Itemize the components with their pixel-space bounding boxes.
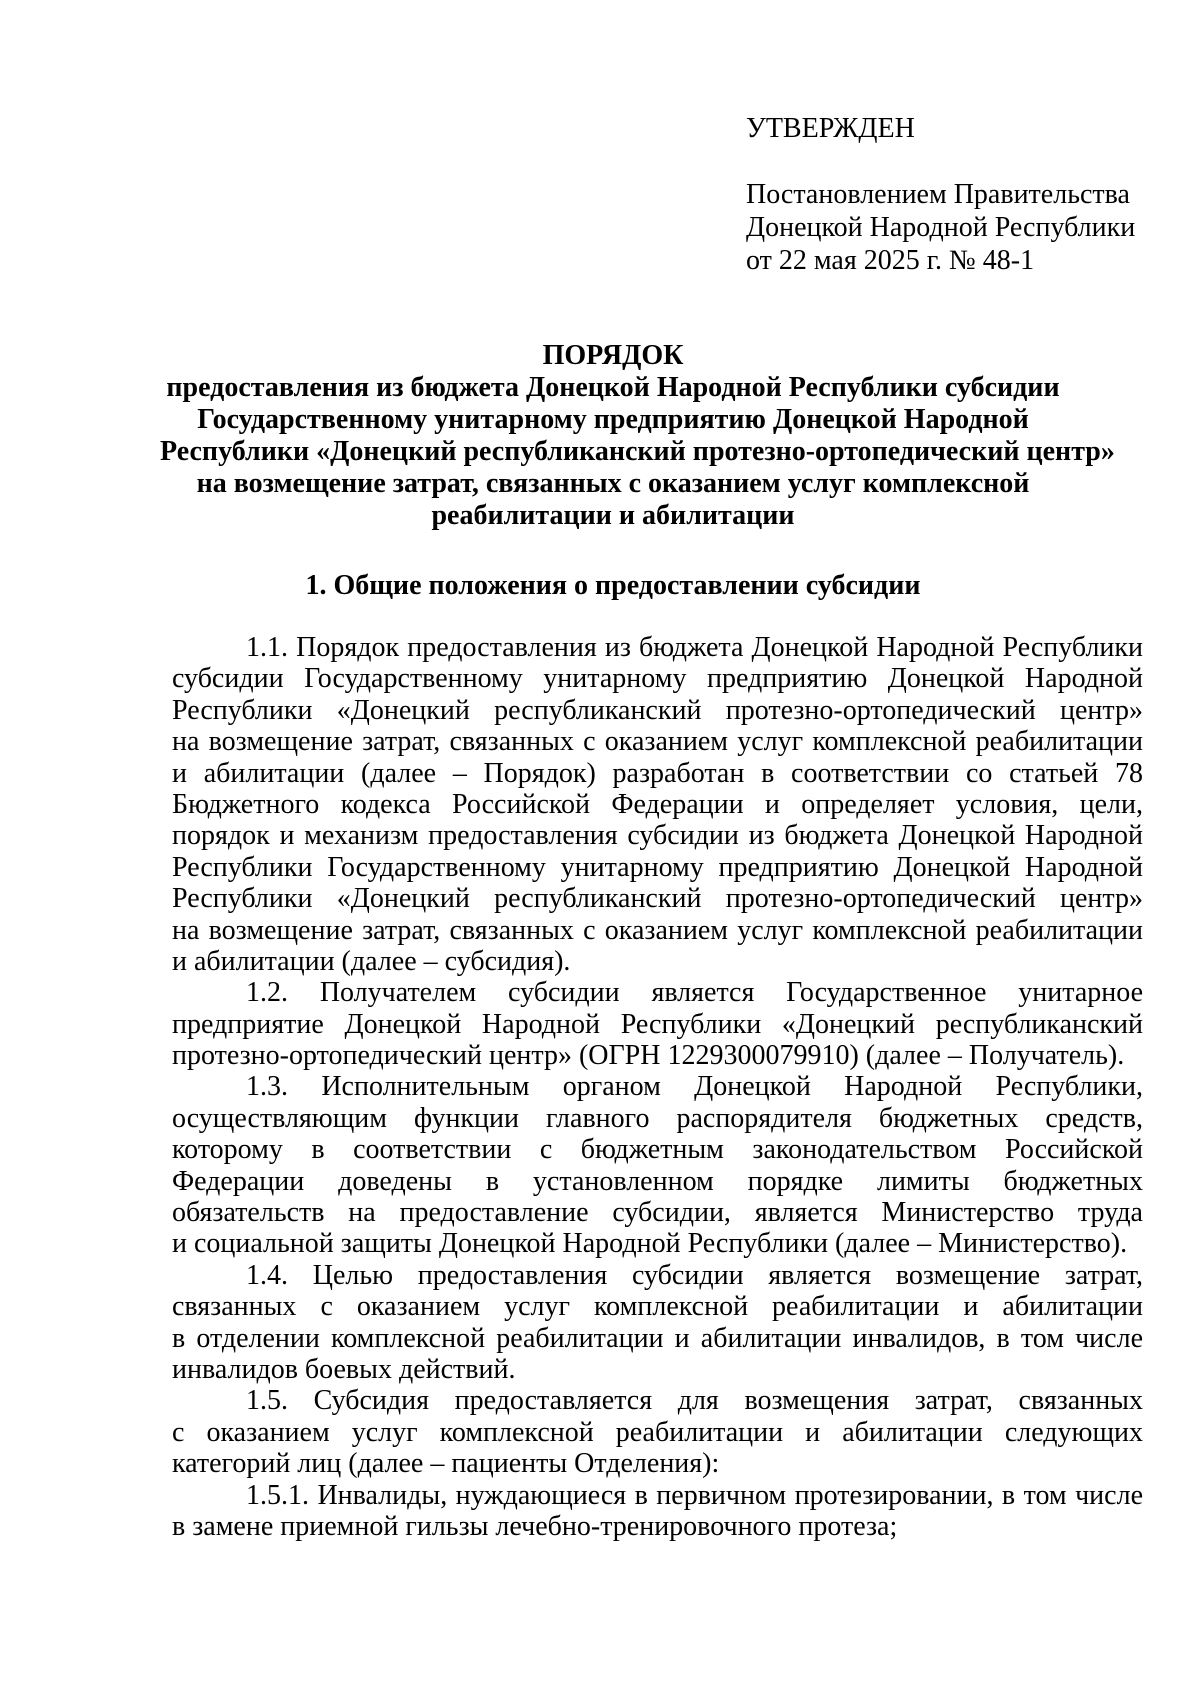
approval-line: от 22 мая 2025 г. № 48-1 xyxy=(746,245,1035,276)
approval-stamp: УТВЕРЖДЕН xyxy=(746,113,915,144)
title-line: Государственному унитарному предприятию Донецкой Народной xyxy=(197,404,1029,435)
text-line: которому в соответствии с бюджетным законодательством Российской xyxy=(172,1134,1143,1166)
document-title xyxy=(160,340,1115,532)
text-line: 1.4. Целью предоставления субсидии является возмещение затрат, xyxy=(246,1259,1143,1291)
text-line: Республики «Донецкий республиканский протезно-ортопедический центр» xyxy=(172,883,1143,915)
title-heading: ПОРЯДОК xyxy=(542,340,684,371)
text-line: 1.2. Получателем субсидии является Государственное унитарное xyxy=(246,977,1143,1009)
text-line: категорий лиц (далее – пациенты Отделения): xyxy=(172,1448,720,1480)
paragraph-1-3 xyxy=(172,1071,1143,1259)
title-line: на возмещение затрат, связанных с оказанием услуг комплексной xyxy=(196,468,1030,499)
text-line: предприятие Донецкой Народной Республики «Донецкий республиканский xyxy=(172,1008,1143,1040)
text-line: Федерации доведены в установленном порядке лимиты бюджетных xyxy=(172,1165,1143,1197)
paragraph-1-4 xyxy=(172,1260,1143,1386)
text-line: протезно-ортопедический центр» (ОГРН 1229300079910) (далее – Получатель). xyxy=(172,1040,1125,1072)
text-line: Республики Государственному унитарному предприятию Донецкой Народной xyxy=(172,851,1143,883)
text-line: обязательств на предоставление субсидии, является Министерство труда xyxy=(172,1197,1143,1229)
text-line: инвалидов боевых действий. xyxy=(172,1353,516,1385)
paragraph-1-5-1 xyxy=(172,1480,1143,1543)
text-line: с оказанием услуг комплексной реабилитации и абилитации следующих xyxy=(172,1416,1143,1448)
text-line: 1.3. Исполнительным органом Донецкой Народной Республики, xyxy=(246,1071,1143,1103)
paragraph-1-1 xyxy=(172,632,1143,977)
text-line: 1.5. Субсидия предоставляется для возмещения затрат, связанных xyxy=(246,1385,1143,1417)
approval-line: Постановлением Правительства xyxy=(746,179,1130,210)
text-line: субсидии Государственному унитарному предприятию Донецкой Народной xyxy=(172,663,1143,695)
paragraph-1-2 xyxy=(172,977,1143,1071)
section-heading: 1. Общие положения о предоставлении субсидии xyxy=(305,570,921,601)
text-line: 1.1. Порядок предоставления из бюджета Донецкой Народной Республики xyxy=(246,632,1143,663)
approval-block xyxy=(746,112,1135,277)
text-line: Бюджетного кодекса Российской Федерации и определяет условия, цели, xyxy=(172,788,1143,820)
text-line: и социальной защиты Донецкой Народной Республики (далее – Министерство). xyxy=(172,1228,1128,1260)
title-line: предоставления из бюджета Донецкой Народной Республики субсидии xyxy=(166,372,1060,403)
document-body xyxy=(172,632,1143,1542)
title-line: Республики «Донецкий республиканский протезно-ортопедический центр» xyxy=(160,436,1115,467)
text-line: на возмещение затрат, связанных с оказанием услуг комплексной реабилитации xyxy=(172,914,1143,946)
title-line: реабилитации и абилитации xyxy=(431,500,795,531)
text-line: и абилитации (далее – Порядок) разработан в соответствии со статьей 78 xyxy=(172,757,1143,789)
text-line: связанных с оказанием услуг комплексной реабилитации и абилитации xyxy=(172,1291,1143,1323)
text-line: на возмещение затрат, связанных с оказанием услуг комплексной реабилитации xyxy=(172,726,1143,758)
text-line: в отделении комплексной реабилитации и абилитации инвалидов, в том числе xyxy=(172,1322,1143,1354)
text-line: осуществляющим функции главного распорядителя бюджетных средств, xyxy=(172,1102,1143,1134)
text-line: и абилитации (далее – субсидия). xyxy=(172,945,571,977)
text-line: 1.5.1. Инвалиды, нуждающиеся в первичном протезировании, в том числе xyxy=(246,1479,1143,1511)
paragraph-1-5 xyxy=(172,1385,1143,1479)
approval-line: Донецкой Народной Республики xyxy=(746,212,1136,243)
text-line: порядок и механизм предоставления субсидии из бюджета Донецкой Народной xyxy=(172,820,1143,852)
text-line: в замене приемной гильзы лечебно-тренировочного протеза; xyxy=(172,1510,898,1542)
text-line: Республики «Донецкий республиканский протезно-ортопедический центр» xyxy=(172,694,1143,726)
